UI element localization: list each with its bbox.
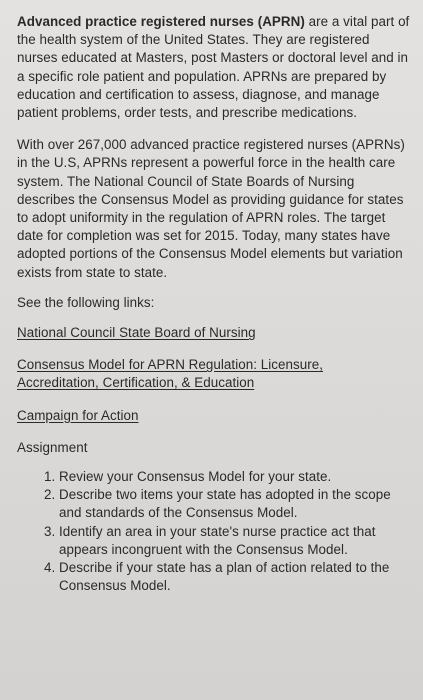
link-consensus-model[interactable]: Consensus Model for APRN Regulation: Licensure, Accreditation, Certification, & Education [17,357,324,391]
see-links-label: See the following links: [17,294,155,310]
link-ncsbn[interactable]: National Council State Board of Nursing [17,325,256,341]
context-paragraph: With over 267,000 advanced practice registered nurses (APRNs) in the U.S, APRNs represent a powerful force in the health care system. The National Council of State Boards of Nursing describes the Consensus Model as providing guidance for states to adopt uniformity in the regulation of APRN roles. The target date for completion was set for 2015. Today, many states have adopted portions of the Consensus Model elements but variation exists from state to state. [17,137,405,280]
assignment-heading: Assignment [17,439,88,455]
assignment-item: 1. Review your Consensus Model for your state. [59,468,413,486]
intro-bold-lead: Advanced practice registered nurses (APRN) [17,14,305,29]
intro-paragraph [17,13,413,122]
assignment-item: 2. Describe two items your state has adopted in the scope and standards of the Consensus Model. [59,486,413,522]
intro-rest: are a vital part of the health system of the United States. They are registered nurses educated at Masters, post Masters or doctoral level and in a specific role patient and population. APRNs are prepared by education and certification to assess, diagnose, and manage patient problems, order tests, and prescribe medications. [17,14,410,121]
assignment-item: 3. Identify an area in your state's nurse practice act that appears incongruent with the Consensus Model. [59,523,413,559]
assignment-item: 4. Describe if your state has a plan of action related to the Consensus Model. [59,559,413,595]
assignment-list [17,468,413,595]
link-campaign-for-action[interactable]: Campaign for Action [17,407,139,423]
